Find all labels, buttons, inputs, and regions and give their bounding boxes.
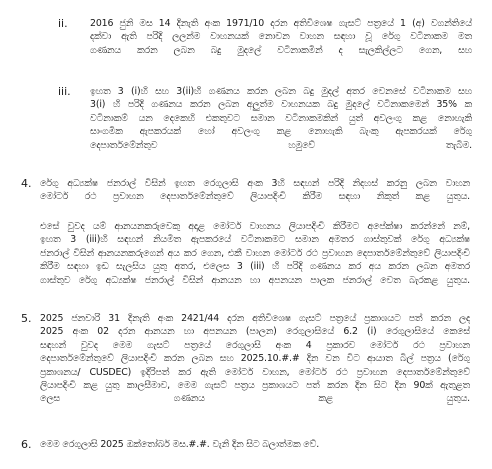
- section-5-line: 2025 ජනවාරි 31 දිනැති අංක 2421/44 දරන අතිවිශෙෂ ගැසට් පත්‍රයේ ප්‍රකාශයට පත් කරන ලද: [40, 313, 470, 324]
- section-5-line: දෙපාර්තමේන්තුවේ ලියාපදිංචි කරන ලබන සහ 2025.10.#.# දින වන විට ආයාත බිල් පත්‍රය (රේගු: [40, 353, 470, 365]
- item-iii-text: [90, 85, 472, 152]
- section-5-line: සඳහන් වුවද මෙම ගැසට් පත්‍රයේ රෙගුලාසි අංක 4 ප්‍රකාරව මෝටර් රථ ප්‍රවාහන: [40, 339, 470, 351]
- item-ii-line: 2016 ජුනි මස 14 දිනැති අංක 1971/10 දරන අතිවිශෙෂ ගැසට් පත්‍රයේ 1 (අ) වගන්තියේ: [90, 18, 472, 29]
- item-iii-line: ඉහත 3 (i)හි සහ 3(ii)හි ගණනය කරන ලබන බදු මුදල් අතර වෙනසේ වටිනාකම සහ: [90, 86, 472, 97]
- section-4-number: 4.: [21, 177, 32, 190]
- item-iii-line: සාංගමික ඇපකරයක් හෝ අවලංගු කළ නොහැකි බැංකු ඇපකරයක් රේගු: [90, 126, 472, 138]
- section-5-line: ප්‍රකාශනය/ CUSDEC) ඉදිරිපත් කර ඇති මෝටර් වාහන, මෝටර් රථ ප්‍රවාහන දෙපාර්තමේන්තුවේ: [40, 366, 470, 378]
- section-5-number: 5.: [21, 312, 32, 325]
- section-4-continued: [40, 220, 470, 287]
- section-4-line: ඉහත 3 (iii)හි සඳහන් නියමිත ඇපකරයේ වටිනාකමට සමාන අමතර ගාස්තුවක් රේගු අධ්‍යක්ෂ: [40, 234, 470, 246]
- section-5-text: [40, 312, 470, 406]
- item-ii-text: [90, 17, 472, 57]
- item-iii-number: iii.: [58, 85, 71, 98]
- section-5-line: ලෙස ගණනය කළ යුතුය.: [40, 393, 470, 405]
- section-6-text: [40, 438, 470, 451]
- section-4-line: ජනරාල් විසින් ආනයනකරුගෙන් අය කර ගෙන, එකී වාහන මෝටර් රථ ප්‍රවාහන දෙපාර්තමේන්තුවේ ලියාපදිංචි: [40, 247, 470, 259]
- item-ii-line: දක්වා ඇති පරිදි ලලන්ම වාහනයක් නොවන වාහන සඳහා වූ රේගු වටිනාකම මත: [90, 31, 472, 43]
- section-6-number: 6.: [21, 438, 32, 451]
- section-5-line: 2025 අංක 02 දරන ආනයන හා අපනයන (පාලන) රෙගුලාසියේ 6.2 (i) රෙගුලාසියේ කෙසේ: [40, 326, 470, 338]
- section-4-line: රේගු අධ්‍යක්ෂ ජනරාල් විසින් ඉහත රෙගුලාසි අංක 3හි සඳහන් පරිදි නිදහස් කරනු ලබන වාහන: [40, 178, 470, 189]
- section-5-line: ලියාපදිංචි කළ යුතු කාලසීමාව, මෙම ගැසට් පත්‍රය ප්‍රකාශයට පත් කරන දින සිට දින 90ක් ඇතුළත: [40, 380, 470, 392]
- section-4-line: ගාස්තුව රේගු අධ්‍යක්ෂ ජනරාල් විසින් ආනයන හා අපනයන පාලක ජනරාල් වෙත බැරකළ යුතුය.: [40, 274, 470, 286]
- section-4-line: කිරීම සඳහා ඉඩ සැලසිය යුතු අතර, එලෙස 3 (iii) හි පරිදි ගණනය කර අය කරන ලබන අමතර: [40, 261, 470, 273]
- section-6-line: මෙම රෙගුලාසි 2025 ඔක්තෝබර් මස.#.#. වැනි දින සිට බලාත්මක වේ.: [40, 439, 320, 450]
- item-ii-number: ii.: [58, 17, 68, 30]
- section-4-line: එසේ වුවද යම් ආනයනකරුවෙකු අදාළ මෝටර් වාහනය ලියාපදිංචි කිරීමට අපේක්ෂා කරන්නේ නම්,: [40, 221, 470, 232]
- item-iii-line: 3(i) හි පරිදි ගණනය කරන ලබන අලුත්ම වාහනයක බදු මුදලේ වටිනාකමෙන් 35% ක: [90, 99, 472, 111]
- item-ii-line: ගණනය කරන ලබන බදු මුදලේ වටිනාකමින් ද සැලකිල්ලට ගෙන, සහ: [90, 44, 472, 56]
- item-iii-line: වටිනාකම් යන දෙකෙහි එකතුවට සමාන වටිනාකමකින් යුත් අවලංගු කළ නොහැකි: [90, 112, 472, 124]
- item-iii-line: දෙපාර්තමේන්තුව හමුවේ තැබීම.: [90, 139, 472, 151]
- section-4-line: මෝටර් රථ ප්‍රවාහන දෙපාර්තමේන්තුවේ ලියාපදිංචි කිරීම සඳහා නිකුත් කළ යුතුය.: [40, 191, 470, 203]
- section-4-text: [40, 177, 470, 204]
